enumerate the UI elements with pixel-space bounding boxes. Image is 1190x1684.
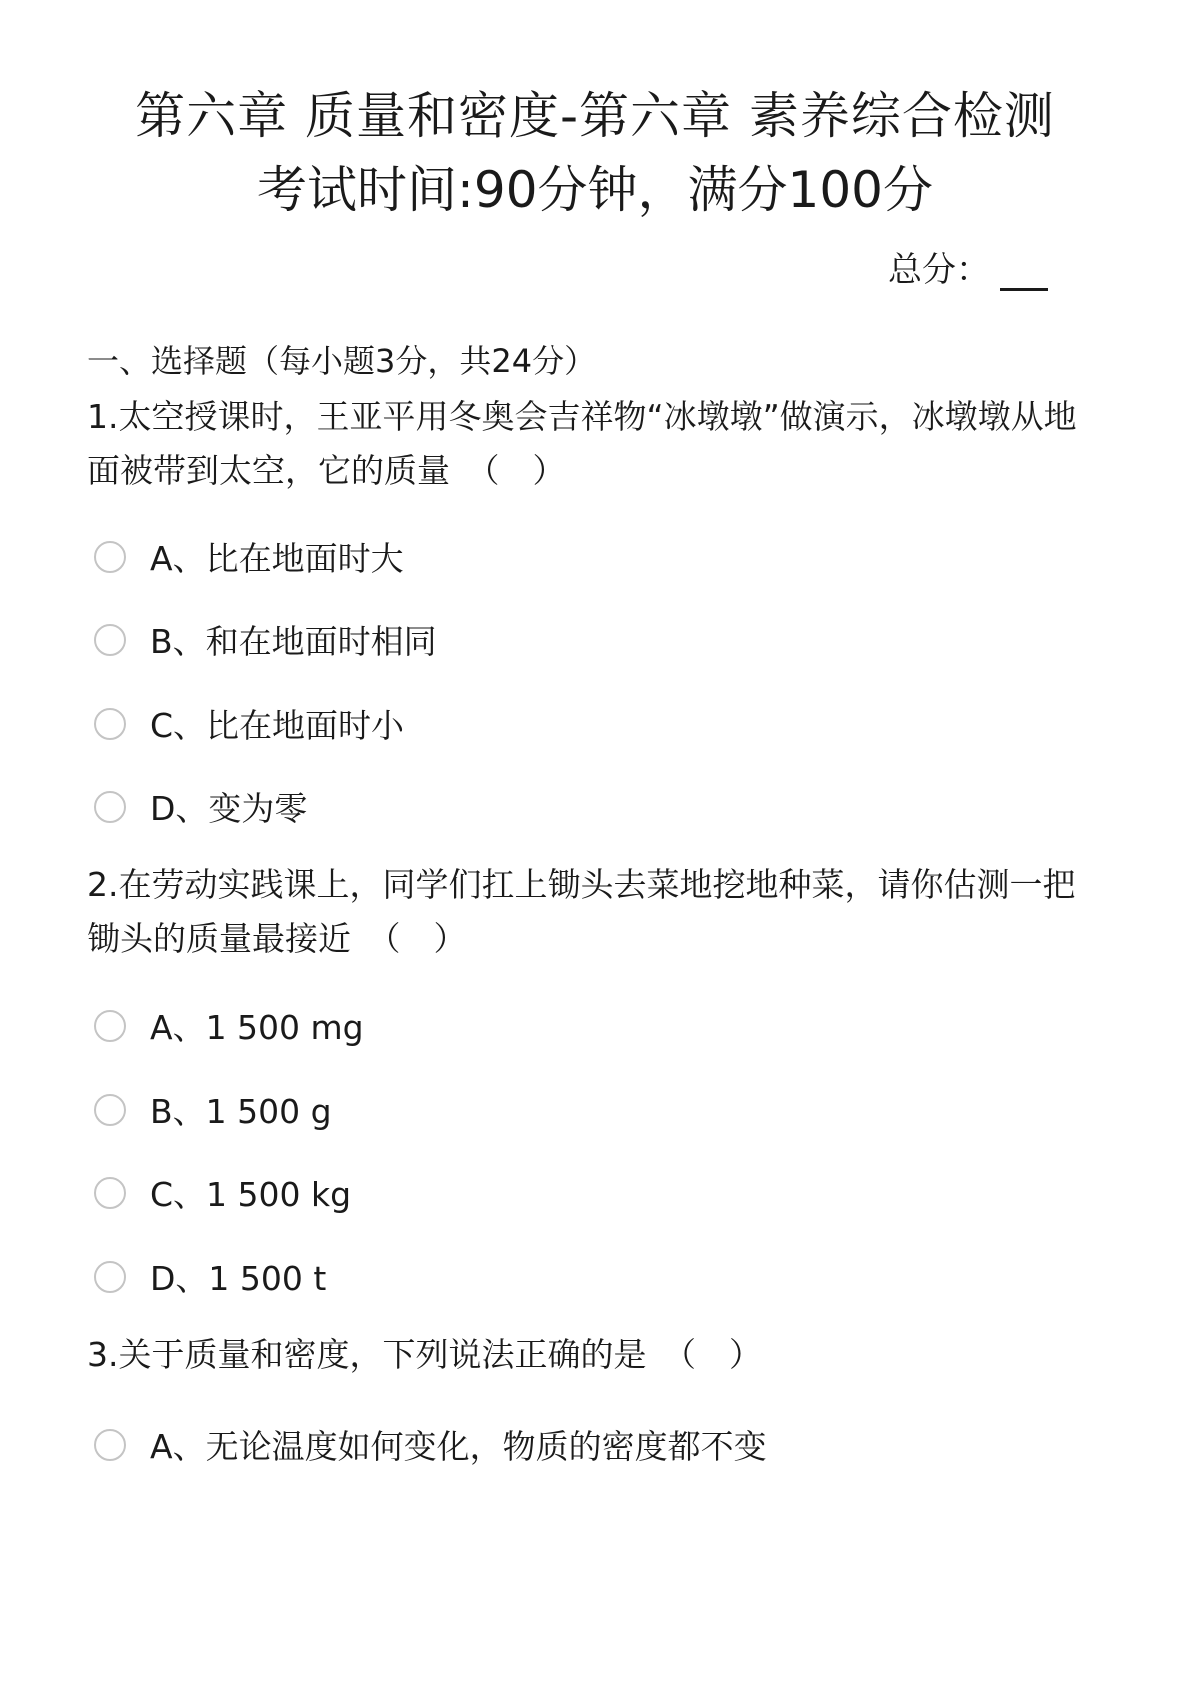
section-header: 一、选择题（每小题3分，共24分） xyxy=(87,342,597,380)
option-label: C、1 500 kg xyxy=(150,1175,352,1214)
question-2-option-a[interactable] xyxy=(94,1002,364,1049)
question-3-stem: 3.关于质量和密度，下列说法正确的是 （ ） xyxy=(87,1335,762,1374)
radio-button[interactable] xyxy=(94,1429,126,1461)
question-2-stem: 2.在劳动实践课上，同学们扛上锄头去菜地挖地种菜，请你估测一把锄头的质量最接近 （ ） xyxy=(87,865,1076,958)
question-1-option-b[interactable] xyxy=(94,616,437,663)
question-1-option-a[interactable] xyxy=(94,533,404,580)
page-title: 第六章 质量和密度-第六章 素养综合检测 xyxy=(135,87,1055,145)
total-score xyxy=(888,242,1048,291)
total-score-blank xyxy=(1000,252,1048,291)
question-2-option-d[interactable] xyxy=(94,1253,326,1300)
radio-button[interactable] xyxy=(94,791,126,823)
question-3-option-a[interactable] xyxy=(94,1421,767,1468)
total-score-label: 总分： xyxy=(888,250,990,290)
question-1-stem: 1.太空授课时，王亚平用冬奥会吉祥物“冰墩墩”做演示，冰墩墩从地面被带到太空，它的质量 （ ） xyxy=(87,397,1077,490)
option-label: C、比在地面时小 xyxy=(150,706,405,745)
exam-info: 考试时间:90分钟，满分100分 xyxy=(257,161,933,219)
question-2-option-c[interactable] xyxy=(94,1169,351,1216)
radio-button[interactable] xyxy=(94,1094,126,1126)
question-2-option-b[interactable] xyxy=(94,1086,332,1133)
option-label: D、变为零 xyxy=(150,789,308,828)
radio-button[interactable] xyxy=(94,1177,126,1209)
question-1-option-c[interactable] xyxy=(94,700,404,747)
radio-button[interactable] xyxy=(94,1261,126,1293)
radio-button[interactable] xyxy=(94,541,126,573)
option-label: A、1 500 mg xyxy=(150,1008,364,1047)
option-label: A、无论温度如何变化，物质的密度都不变 xyxy=(150,1427,767,1466)
radio-button[interactable] xyxy=(94,708,126,740)
radio-button[interactable] xyxy=(94,1010,126,1042)
option-label: A、比在地面时大 xyxy=(150,539,404,578)
question-1-option-d[interactable] xyxy=(94,783,307,830)
option-label: B、1 500 g xyxy=(150,1092,332,1131)
option-label: D、1 500 t xyxy=(150,1259,327,1298)
option-label: B、和在地面时相同 xyxy=(150,622,437,661)
radio-button[interactable] xyxy=(94,624,126,656)
